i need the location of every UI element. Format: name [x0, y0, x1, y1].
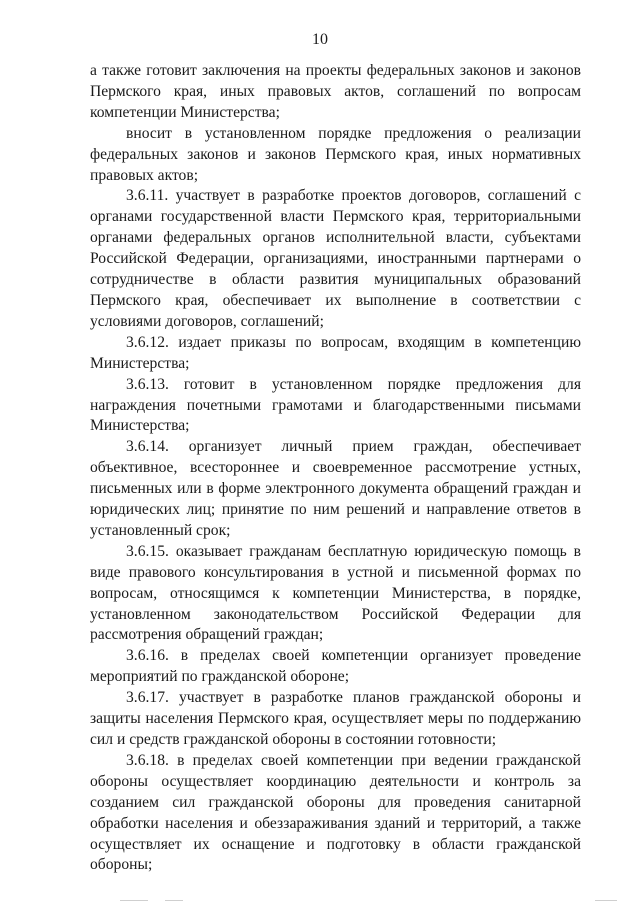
- paragraph-continuation: а также готовит заключения на проекты федеральных законов и законов Пермского края, иных правовых актов, соглашений по вопросам компетенции Министерства;: [90, 62, 581, 121]
- scan-mark: [165, 900, 183, 901]
- paragraph-3-6-11: 3.6.11. участвует в разработке проектов договоров, соглашений с органами государственной власти Пермского края, территориальными органами федеральных органов исполнительной власти, субъектами Российской Федерации, организациями, иностранными партнерами о сотрудничестве в области развития муниципальных образований Пермского края, обеспечивает их выполнение в соответствии с условиями договоров, соглашений;: [90, 187, 581, 330]
- paragraph-3-6-15: 3.6.15. оказывает гражданам бесплатную юридическую помощь в виде правового консультирования в устной и письменной формах по вопросам, относящимся к компетенции Министерства, в порядке, установленном законодательством Российской Федерации для рассмотрения обращений граждан;: [90, 542, 581, 644]
- paragraph-3-6-14: 3.6.14. организует личный прием граждан, обеспечивает объективное, всестороннее и своевременное рассмотрение устных, письменных или в форме электронного документа обращений граждан и юридических лиц; принятие по ним решений и направление ответов в установленный срок;: [90, 438, 581, 539]
- scan-mark: [595, 900, 617, 901]
- page-number: 10: [312, 31, 328, 48]
- paragraph-3-6-12: 3.6.12. издает приказы по вопросам, входящим в компетенцию Министерства;: [90, 333, 581, 372]
- document-body: [90, 61, 581, 876]
- paragraph-3-6-18: 3.6.18. в пределах своей компетенции при ведении гражданской обороны осуществляет координацию деятельности и контроль за созданием сил гражданской обороны для проведения санитарной обработки населения и обеззараживания зданий и территорий, а также осуществляет их оснащение и подготовку в области гражданской обороны;: [90, 751, 581, 874]
- paragraph-3-6-13: 3.6.13. готовит в установленном порядке предложения для награждения почетными грамотами и благодарственными письмами Министерства;: [90, 375, 581, 435]
- paragraph-3-6-16: 3.6.16. в пределах своей компетенции организует проведение мероприятий по гражданской обороне;: [90, 647, 581, 686]
- paragraph-proposals: вносит в установленном порядке предложения о реализации федеральных законов и законов Пермского края, иных нормативных правовых актов;: [90, 124, 581, 184]
- scan-mark: [120, 900, 148, 901]
- paragraph-3-6-17: 3.6.17. участвует в разработке планов гражданской обороны и защиты населения Пермского края, осуществляет меры по поддержанию сил и средств гражданской обороны в состоянии готовности;: [90, 689, 581, 748]
- scan-edge-marks: [0, 897, 640, 901]
